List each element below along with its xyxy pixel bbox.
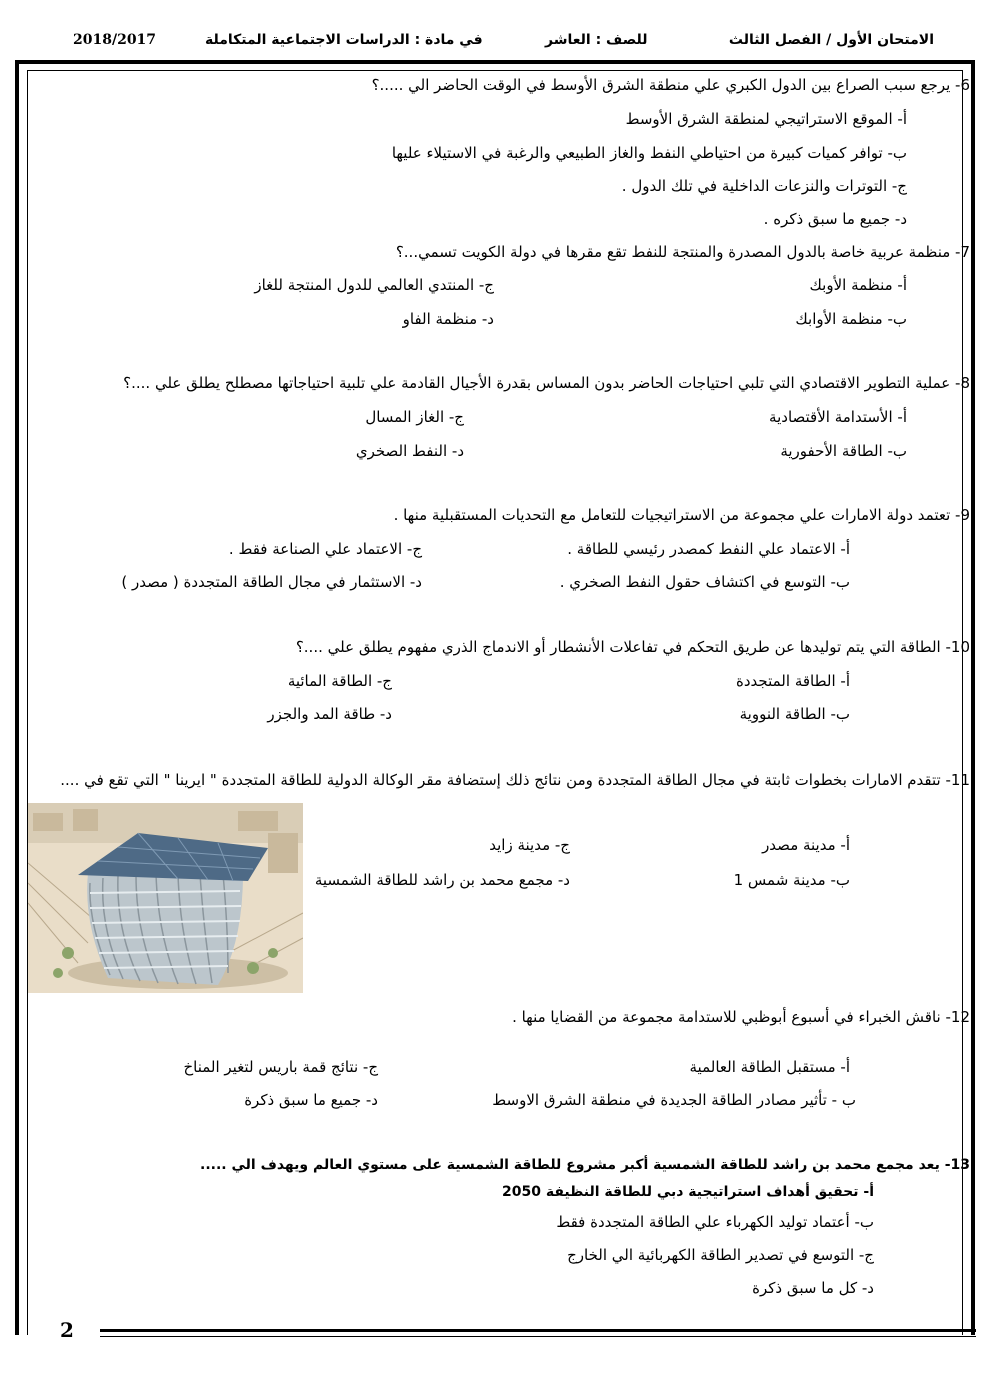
option-12b: ب - تأثير مصادر الطاقة الجديدة في منطقة الشرق الاوسط: [492, 1091, 856, 1109]
question-12: 12- ناقش الخبراء في أسبوع أبوظبي للاستدامة مجموعة من القضايا منها .: [512, 1008, 970, 1026]
option-8c: ج- الغاز المسال: [365, 408, 464, 426]
question-10: 10- الطاقة التي يتم توليدها عن طريق التحكم في تفاعلات الأنشطار أو الاندماج الذري مفهوم يطلق علي ....؟: [295, 638, 970, 656]
option-12c: ج- نتائج قمة باريس لتغير المناخ: [183, 1058, 378, 1076]
exam-title: الامتحان الأول / الفصل الثالث: [728, 32, 934, 48]
footer-line: [100, 1336, 976, 1337]
option-10d: د- طاقة المد والجزر: [267, 705, 392, 723]
option-7b: ب- منظمة الأوابك: [795, 310, 907, 328]
option-13d: د- كل ما سبق ذكرة: [752, 1279, 874, 1297]
option-13a: أ- تحقيق أهداف استراتيجية دبي للطاقة النظيفة 2050: [502, 1184, 874, 1200]
option-6d: د- جميع ما سبق ذكره .: [763, 210, 907, 228]
option-9c: ج- الاعتماد علي الصناعة فقط .: [228, 540, 422, 558]
option-10a: أ- الطاقة المتجددة: [736, 672, 850, 690]
option-13b: ب- أعتماد توليد الكهرباء علي الطاقة المتجددة فقط: [556, 1213, 874, 1231]
irena-building-photo: [28, 803, 303, 993]
question-6: 6- يرجع سبب الصراع بين الدول الكبري علي منطقة الشرق الأوسط في الوقت الحاضر الي .....؟: [371, 76, 970, 94]
grade-label: للصف : العاشر: [545, 32, 648, 48]
page-number: 2: [60, 1318, 74, 1342]
question-7: 7- منظمة عربية خاصة بالدول المصدرة والمنتجة للنفط تقع مقرها في دولة الكويت تسمي...؟: [395, 243, 970, 261]
option-11c: ج- مدينة زايد: [489, 836, 570, 854]
option-8d: د- النفط الصخري: [355, 442, 464, 460]
option-9a: أ- الاعتماد علي النفط كمصدر رئيسي للطاقة .: [567, 540, 850, 558]
option-8b: ب- الطاقة الأحفورية: [780, 442, 907, 460]
option-7a: أ- منظمة الأوبك: [809, 276, 907, 294]
footer-line: [100, 1329, 976, 1332]
question-9: 9- تعتمد دولة الامارات علي مجموعة من الاستراتيجيات للتعامل مع التحديات المستقبلية منها .: [393, 506, 970, 524]
option-12d: د- جميع ما سبق ذكرة: [244, 1091, 378, 1109]
option-9d: د- الاستثمار في مجال الطاقة المتجددة ( مصدر ): [121, 573, 422, 591]
question-11: 11- تتقدم الامارات بخطوات ثابتة في مجال الطاقة المتجددة ومن نتائج ذلك إستضافة مقر الوكالة الدولية للطاقة المتجددة " ايرينا " التي تقع في ....: [60, 771, 970, 789]
question-8: 8- عملية التطوير الاقتصادي التي تلبي احتياجات الحاضر بدون المساس بقدرة الأجيال القادمة علي تلبية احتياجاتها مصطلح يطلق علي ....؟: [123, 374, 970, 392]
option-7c: ج- المنتدي العالمي للدول المنتجة للغاز: [254, 276, 494, 294]
option-11d: د- مجمع محمد بن راشد للطاقة الشمسية: [314, 871, 570, 889]
option-8a: أ- الأستدامة الأقتصادية: [769, 408, 907, 426]
option-7d: د- منظمة الفاو: [402, 310, 494, 328]
option-6a: أ- الموقع الاستراتيجي لمنطقة الشرق الأوسط: [625, 110, 907, 128]
option-9b: ب- التوسع في اكتشاف حقول النفط الصخري .: [559, 573, 850, 591]
option-10b: ب- الطاقة النووية: [739, 705, 850, 723]
option-6b: ب- توافر كميات كبيرة من احتياطي النفط والغاز الطبيعي والرغبة في الاستيلاء عليها: [391, 144, 907, 162]
question-13: 13- يعد مجمع محمد بن راشد للطاقة الشمسية أكبر مشروع للطاقة الشمسية على مستوي العالم ويهدف الي .....: [200, 1157, 970, 1173]
option-10c: ج- الطاقة المائية: [287, 672, 392, 690]
option-13c: ج- التوسع في تصدير الطاقة الكهربائية الي الخارج: [567, 1246, 874, 1264]
option-11a: أ- مدينة مصدر: [762, 836, 850, 854]
option-11b: ب- مدينة شمس 1: [733, 871, 850, 889]
subject-label: في مادة : الدراسات الاجتماعية المتكاملة: [205, 32, 483, 48]
school-year: 2018/2017: [73, 32, 157, 48]
option-12a: أ- مستقبل الطاقة العالمية: [689, 1058, 850, 1076]
option-6c: ج- التوترات والنزعات الداخلية في تلك الدول .: [621, 177, 907, 195]
